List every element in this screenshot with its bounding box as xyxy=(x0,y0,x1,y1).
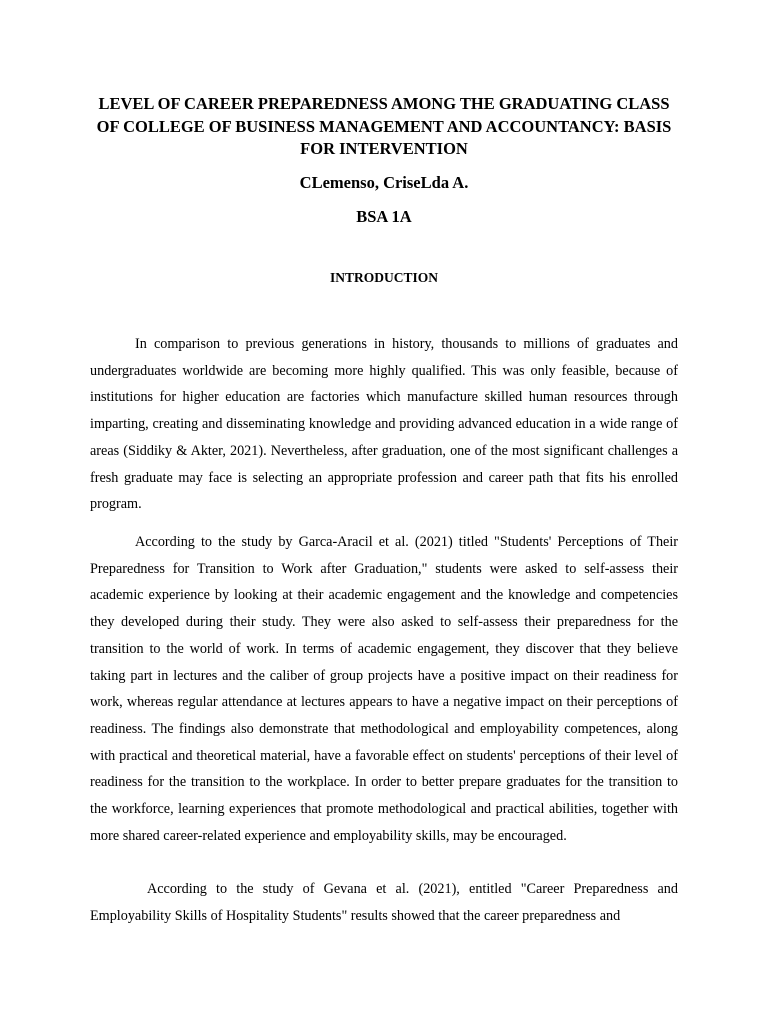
author-name: CLemenso, CriseLda A. xyxy=(299,173,469,192)
paragraph-2: According to the study by Garca-Aracil et al. (2021) titled "Students' Perceptions of Their Preparedness for Transition to Work after Graduation," students were asked to self-assess their academic experience by looking at their academic engagement and the knowledge and competencies they developed during their study. They were also asked to self-assess their preparedness for the transition to the world of work. In terms of academic engagement, they discover that they believe taking part in lectures and the caliber of group projects have a positive impact on their readiness for work, whereas regular attendance at lectures appears to have a negative impact on their perceptions of readiness. The findings also demonstrate that methodological and employability competences, along with practical and theoretical material, have a favorable effect on students' perceptions of their level of readiness for the transition to the workplace. In order to better prepare graduates for the transition to the workforce, learning experiences that promote methodological and practical abilities, together with more shared career-related experience and employability skills, may be encouraged. xyxy=(90,534,678,844)
course-section: BSA 1A xyxy=(356,207,412,226)
document-title: LEVEL OF CAREER PREPAREDNESS AMONG THE GRADUATING CLASS OF COLLEGE OF BUSINESS MANAGEMENT AND ACCOUNTANCY: BASIS FOR INTERVENTION xyxy=(96,94,672,158)
introduction-heading: INTRODUCTION xyxy=(329,270,438,285)
paragraph-1: In comparison to previous generations in history, thousands to millions of graduates and undergraduates worldwide are becoming more highly qualified. This was only feasible, because of institutions for higher education are factories which manufacture skilled human resources through imparting, creating and disseminating knowledge and providing advanced education in a wide range of areas (Siddiky & Akter, 2021). Nevertheless, after graduation, one of the most significant challenges a fresh graduate may face is selecting an appropriate profession and career path that fits his enrolled program. xyxy=(90,336,678,513)
paragraph-3: According to the study of Gevana et al. (2021), entitled "Career Preparedness and Employability Skills of Hospitality Students" results showed that the career preparedness and xyxy=(90,881,678,924)
